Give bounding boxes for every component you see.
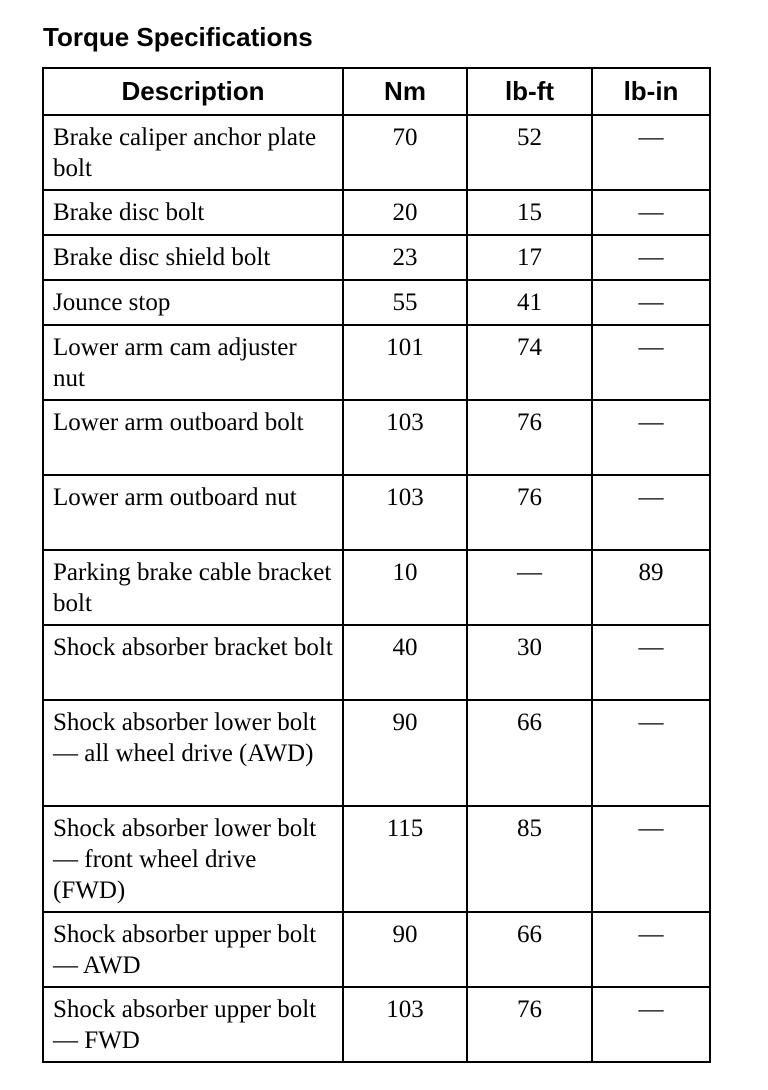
cell-lbft: — [467, 550, 592, 625]
cell-nm: 70 [343, 115, 467, 190]
cell-lbin: — [592, 700, 710, 806]
cell-description: Brake disc bolt [43, 190, 343, 235]
cell-nm: 103 [343, 987, 467, 1062]
cell-description: Shock absorber bracket bolt [43, 625, 343, 700]
table-row [43, 325, 710, 400]
cell-lbft: 52 [467, 115, 592, 190]
cell-lbft: 66 [467, 912, 592, 987]
cell-description: Shock absorber upper bolt — FWD [43, 987, 343, 1062]
cell-description: Jounce stop [43, 280, 343, 325]
cell-lbft: 30 [467, 625, 592, 700]
cell-nm: 90 [343, 912, 467, 987]
cell-nm: 90 [343, 700, 467, 806]
header-description: Description [43, 68, 343, 115]
cell-nm: 20 [343, 190, 467, 235]
cell-lbin: — [592, 400, 710, 475]
cell-lbft: 85 [467, 806, 592, 912]
cell-lbft: 41 [467, 280, 592, 325]
cell-nm: 101 [343, 325, 467, 400]
cell-lbin: — [592, 190, 710, 235]
table-row [43, 625, 710, 700]
cell-description: Lower arm cam adjuster nut [43, 325, 343, 400]
table-row [43, 400, 710, 475]
cell-lbin: — [592, 987, 710, 1062]
table-header-row [43, 68, 710, 115]
header-lbft: lb-ft [467, 68, 592, 115]
cell-description: Shock absorber lower bolt — front wheel drive (FWD) [43, 806, 343, 912]
cell-nm: 55 [343, 280, 467, 325]
header-nm: Nm [343, 68, 467, 115]
cell-lbin: — [592, 912, 710, 987]
cell-description: Brake disc shield bolt [43, 235, 343, 280]
cell-lbft: 66 [467, 700, 592, 806]
table-row [43, 475, 710, 550]
cell-lbft: 17 [467, 235, 592, 280]
cell-lbin: — [592, 475, 710, 550]
cell-nm: 40 [343, 625, 467, 700]
cell-lbft: 76 [467, 475, 592, 550]
cell-lbin: — [592, 115, 710, 190]
cell-lbft: 76 [467, 400, 592, 475]
header-lbin: lb-in [592, 68, 710, 115]
cell-lbin: — [592, 625, 710, 700]
cell-description: Brake caliper anchor plate bolt [43, 115, 343, 190]
cell-lbft: 74 [467, 325, 592, 400]
cell-lbft: 15 [467, 190, 592, 235]
cell-description: Lower arm outboard bolt [43, 400, 343, 475]
table-row [43, 280, 710, 325]
cell-description: Lower arm outboard nut [43, 475, 343, 550]
table-row [43, 987, 710, 1062]
table-row [43, 912, 710, 987]
torque-spec-table [42, 67, 711, 1063]
page-title: Torque Specifications [43, 22, 313, 52]
cell-lbin: — [592, 280, 710, 325]
table-row [43, 115, 710, 190]
table-row [43, 700, 710, 806]
cell-nm: 103 [343, 475, 467, 550]
cell-lbin: 89 [592, 550, 710, 625]
cell-lbin: — [592, 806, 710, 912]
cell-nm: 10 [343, 550, 467, 625]
cell-description: Parking brake cable bracket bolt [43, 550, 343, 625]
cell-description: Shock absorber upper bolt — AWD [43, 912, 343, 987]
table-row [43, 806, 710, 912]
cell-nm: 115 [343, 806, 467, 912]
cell-nm: 103 [343, 400, 467, 475]
cell-lbin: — [592, 325, 710, 400]
table-row [43, 550, 710, 625]
cell-lbin: — [592, 235, 710, 280]
cell-nm: 23 [343, 235, 467, 280]
table-row [43, 190, 710, 235]
cell-lbft: 76 [467, 987, 592, 1062]
cell-description: Shock absorber lower bolt — all wheel drive (AWD) [43, 700, 343, 806]
table-row [43, 235, 710, 280]
